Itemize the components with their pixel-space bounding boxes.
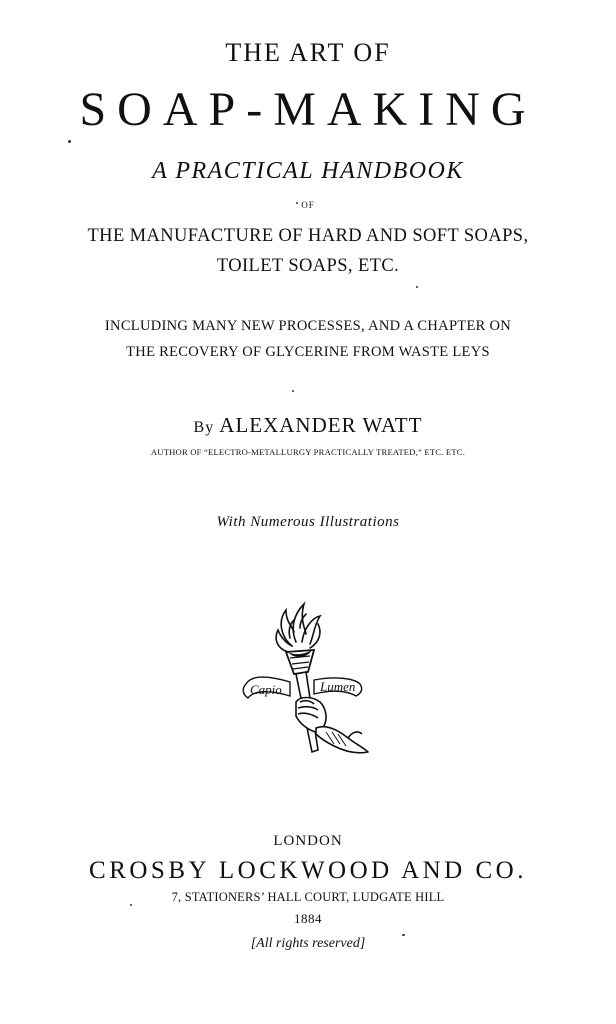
imprint-year: 1884 (294, 911, 322, 926)
print-speck (296, 202, 298, 204)
imprint-address: 7, STATIONERS’ HALL COURT, LUDGATE HILL (171, 890, 445, 904)
print-speck (130, 904, 132, 906)
title-line-1: THE ART OF (225, 38, 391, 67)
manufacture-line-1: THE MANUFACTURE OF HARD AND SOFT SOAPS, (87, 226, 529, 246)
print-speck (292, 390, 294, 392)
byline (0, 413, 616, 438)
subtitle-of: OF (301, 200, 315, 210)
print-speck (416, 286, 418, 288)
author-name: ALEXANDER WATT (219, 413, 423, 437)
including-line-1: INCLUDING MANY NEW PROCESSES, AND A CHAPTER ON (104, 318, 512, 334)
print-speck (68, 140, 71, 143)
motto-right: Lumen (320, 679, 356, 694)
manufacture-line-2: TOILET SOAPS, ETC. (216, 256, 400, 276)
author-credit: AUTHOR OF “ELECTRO-METALLURGY PRACTICALLY TREATED,” ETC. ETC. (150, 447, 466, 457)
illustrations-note: With Numerous Illustrations (216, 514, 400, 530)
subtitle: A PRACTICAL HANDBOOK (152, 158, 464, 184)
imprint-city: LONDON (273, 833, 343, 849)
rights-notice: [All rights reserved] (250, 936, 366, 951)
print-speck (402, 934, 405, 936)
torch-in-hand-icon (230, 598, 390, 768)
including-line-2: THE RECOVERY OF GLYCERINE FROM WASTE LEYS (126, 344, 490, 360)
by-label: By (193, 419, 215, 436)
imprint-publisher: CROSBY LOCKWOOD AND CO. (89, 857, 527, 884)
title-line-2: SOAP-MAKING (79, 83, 537, 136)
motto-left: Capio (250, 682, 282, 697)
